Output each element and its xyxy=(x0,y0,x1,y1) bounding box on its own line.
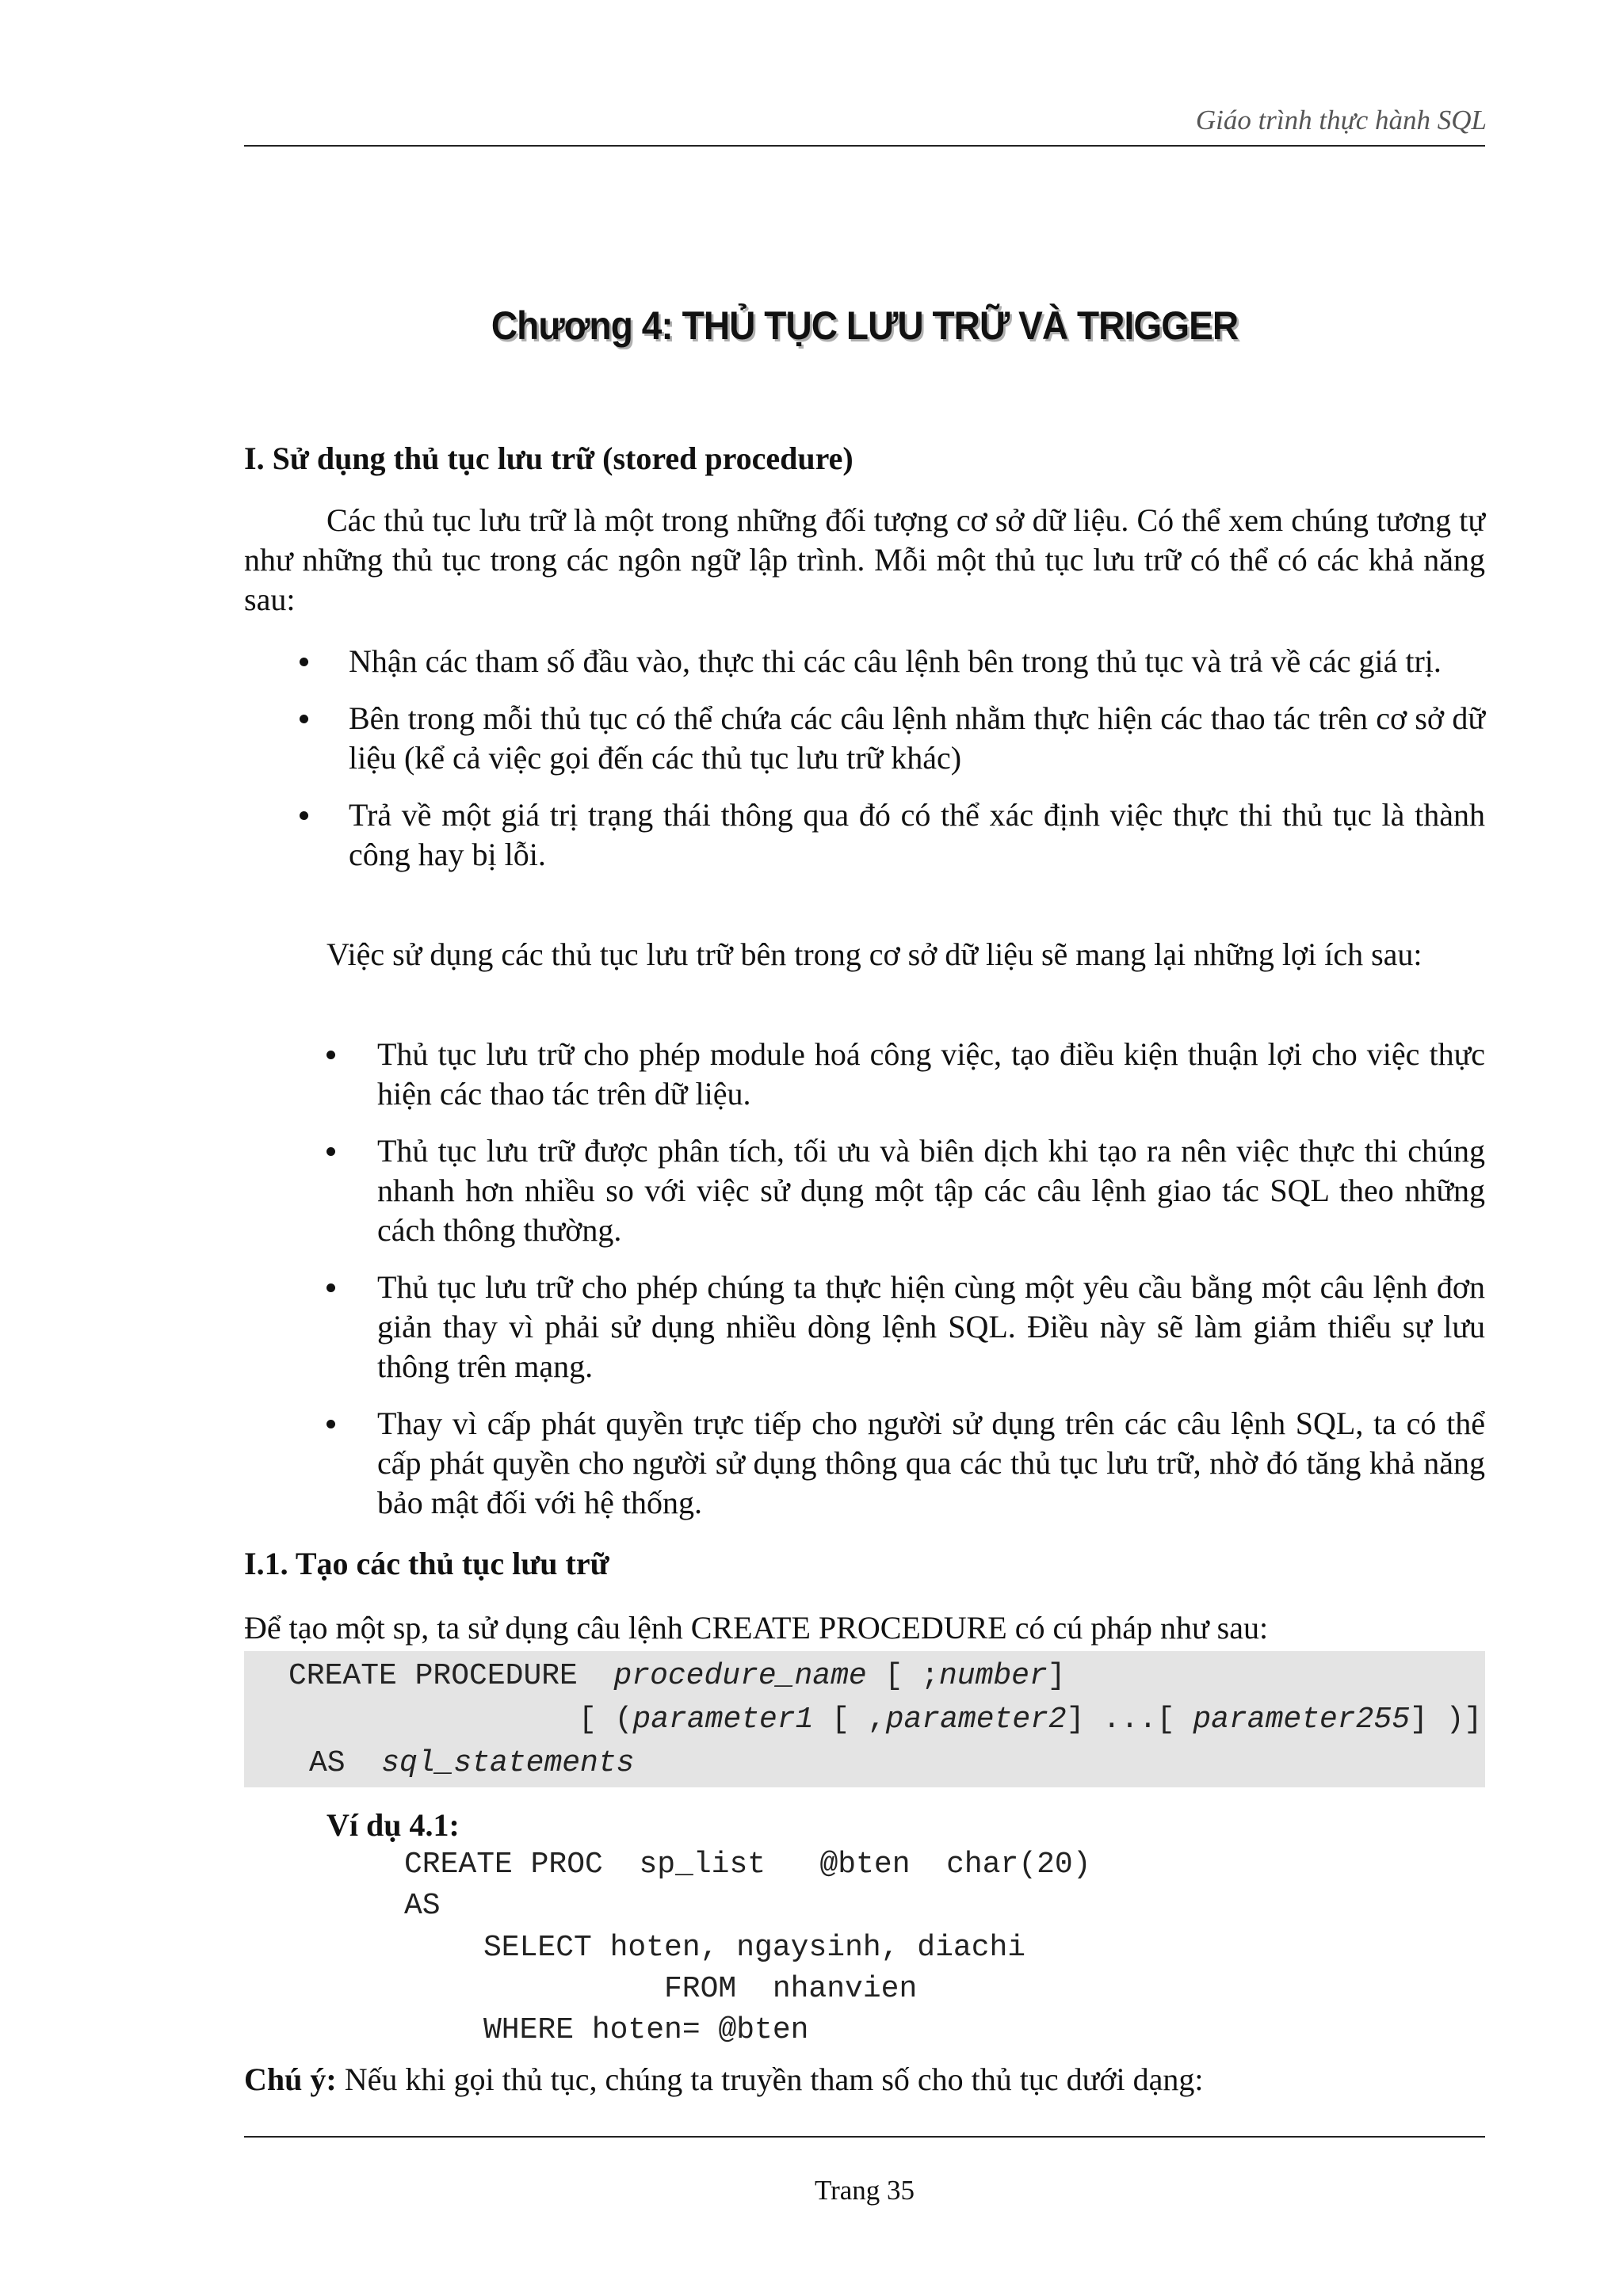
example-code-line: SELECT hoten, ngaysinh, diachi xyxy=(483,1931,1026,1965)
syntax-text: ] )] xyxy=(1410,1703,1483,1737)
note-text: Nếu khi gọi thủ tục, chúng ta truyền tham số cho thủ tục dưới dạng: xyxy=(336,2061,1204,2097)
list-item xyxy=(327,1404,1485,1523)
example-label: Ví dụ 4.1: xyxy=(327,1807,460,1843)
example-code-line: WHERE hoten= @bten xyxy=(483,2013,809,2047)
benefits-intro: Việc sử dụng các thủ tục lưu trữ bên trong cơ sở dữ liệu sẽ mang lại những lợi ích sau: xyxy=(327,936,1423,972)
list-item-text: Nhận các tham số đầu vào, thực thi các câu lệnh bên trong thủ tục và trả về các giá trị. xyxy=(349,643,1442,679)
bullet-icon xyxy=(300,658,308,666)
syntax-keyword: AS xyxy=(309,1746,346,1780)
syntax-block xyxy=(244,1651,1485,1787)
bullet-icon xyxy=(327,1147,335,1156)
running-header-title: Giáo trình thực hành SQL xyxy=(1195,105,1487,135)
syntax-placeholder: number xyxy=(938,1659,1048,1693)
bullet-icon xyxy=(300,715,308,723)
capabilities-list xyxy=(300,642,1485,892)
list-item xyxy=(327,1035,1485,1114)
list-item xyxy=(300,699,1485,778)
bullet-icon xyxy=(300,811,308,820)
list-item-text: Thủ tục lưu trữ cho phép module hoá công việc, tạo điều kiện thuận lợi cho việc thực hiện các thao tác trên dữ liệu. xyxy=(377,1036,1485,1112)
syntax-placeholder: parameter1 xyxy=(632,1703,814,1737)
syntax-placeholder: sql_statements xyxy=(381,1746,635,1780)
section-1-intro: Các thủ tục lưu trữ là một trong những đối tượng cơ sở dữ liệu. Có thể xem chúng tương tự như những thủ tục trong các ngôn ngữ lập trình. Mỗi một thủ tục lưu trữ có thể có các khả năng sau: xyxy=(244,502,1485,617)
syntax-line-1 xyxy=(288,1659,1066,1693)
syntax-line-2 xyxy=(579,1703,1482,1737)
example-code-line: AS xyxy=(404,1889,441,1923)
list-item-text: Trả về một giá trị trạng thái thông qua đó có thể xác định việc thực thi thủ tục là thành công hay bị lỗi. xyxy=(349,797,1485,872)
list-item xyxy=(300,795,1485,875)
example-code-line: CREATE PROC sp_list @bten char(20) xyxy=(404,1848,1091,1882)
page-number: Trang 35 xyxy=(814,2175,915,2206)
section-heading-1: I. Sử dụng thủ tục lưu trữ (stored procedure) xyxy=(244,441,854,476)
syntax-placeholder: procedure_name xyxy=(613,1659,867,1693)
bullet-icon xyxy=(327,1283,335,1292)
list-item-text: Thủ tục lưu trữ được phân tích, tối ưu và biên dịch khi tạo ra nên việc thực thi chúng nhanh hơn nhiều so với việc sử dụng một tập các câu lệnh giao tác SQL theo những cách thông thường. xyxy=(377,1133,1485,1248)
footer-rule xyxy=(244,2136,1485,2138)
syntax-text: ] ...[ xyxy=(1066,1703,1193,1737)
header-rule xyxy=(244,145,1485,147)
list-item-text: Thủ tục lưu trữ cho phép chúng ta thực hiện cùng một yêu cầu bằng một câu lệnh đơn giản thay vì phải sử dụng nhiều dòng lệnh SQL. Điều này sẽ làm giảm thiểu sự lưu thông trên mạng. xyxy=(377,1269,1485,1384)
syntax-text: [ , xyxy=(813,1703,886,1737)
syntax-text: [ ( xyxy=(579,1703,633,1737)
benefits-list xyxy=(327,1035,1485,1540)
list-item xyxy=(327,1268,1485,1386)
syntax-text: [ ; xyxy=(884,1659,939,1693)
note-paragraph xyxy=(244,2060,1485,2100)
syntax-line-3 xyxy=(309,1746,634,1780)
syntax-placeholder: parameter255 xyxy=(1193,1703,1411,1737)
list-item xyxy=(300,642,1485,681)
syntax-placeholder: parameter2 xyxy=(885,1703,1067,1737)
list-item-text: Bên trong mỗi thủ tục có thể chứa các câu lệnh nhằm thực hiện các thao tác trên cơ sở dữ liệu (kể cả việc gọi đến các thủ tục lưu trữ khác) xyxy=(349,700,1485,776)
syntax-keyword: CREATE PROCEDURE xyxy=(288,1659,578,1693)
bullet-icon xyxy=(327,1051,335,1059)
note-label: Chú ý: xyxy=(244,2061,337,2097)
syntax-intro: Để tạo một sp, ta sử dụng câu lệnh CREATE PROCEDURE có cú pháp như sau: xyxy=(244,1610,1269,1646)
section-heading-1-1: I.1. Tạo các thủ tục lưu trữ xyxy=(244,1546,609,1581)
bullet-icon xyxy=(327,1420,335,1428)
example-code-line: FROM nhanvien xyxy=(664,1972,918,2006)
list-item xyxy=(327,1131,1485,1250)
syntax-text: ] xyxy=(1047,1659,1066,1693)
list-item-text: Thay vì cấp phát quyền trực tiếp cho người sử dụng trên các câu lệnh SQL, ta có thể cấp phát quyền cho người sử dụng thông qua các thủ tục lưu trữ, nhờ đó tăng khả năng bảo mật đối với hệ thống. xyxy=(377,1405,1485,1520)
chapter-title: Chương 4: THỦ TỤC LƯU TRỮ VÀ TRIGGER xyxy=(491,303,1239,348)
